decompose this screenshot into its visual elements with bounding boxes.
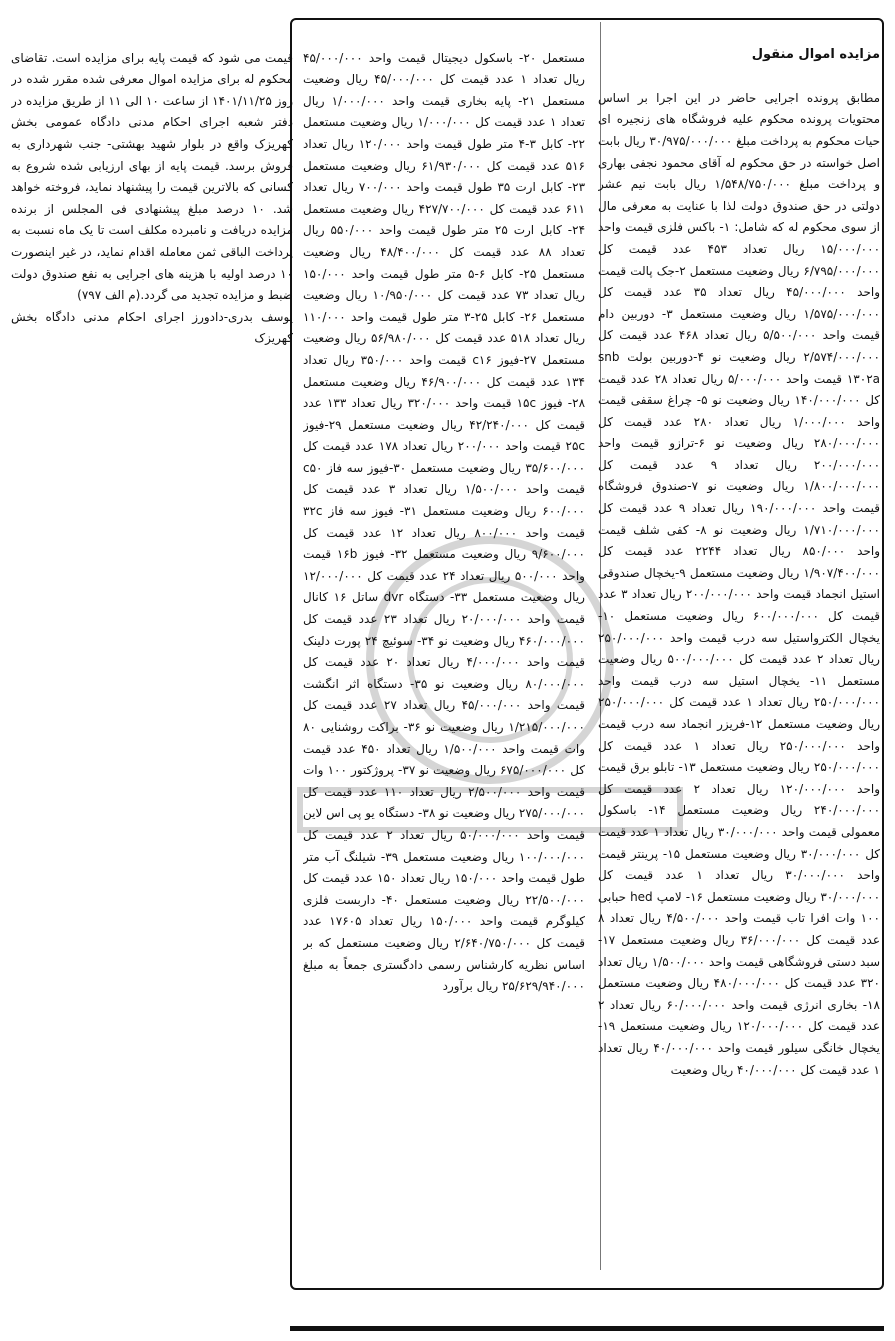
notice-body-right: مطابق پرونده اجرایی حاضر در این اجرا بر اساس محتویات پرونده محکوم علیه فروشگاه های زنجیره ای حیات محکوم به پرداخت مبلغ ۳۰/۹۷۵/۰۰۰/۰۰۰ ریال بابت اصل خواسته در حق محکوم له آقای محمود نجفی بهاری و پرداخت مبلغ ۱/۵۴۸/۷۵۰/۰۰۰ ریال بابت نیم عشر دولتی در حق صندوق دولت لذا با عنایت به معرفی مال از سوی محکوم له که شامل: ۱- باکس فلزی قیمت واحد ۱۵/۰۰۰/۰۰۰ ریال تعداد ۴۵۳ عدد قیمت کل ۶/۷۹۵/۰۰۰/۰۰۰ ریال وضعیت مستعمل ۲-جک پالت قیمت واحد ۴۵/۰۰۰/۰۰۰ ریال تعداد ۳۵ عدد قیمت کل ۱/۵۷۵/۰۰۰/۰۰۰ ریال وضعیت مستعمل ۳- دوربین دام قیمت واحد ۵/۵۰۰/۰۰۰ ریال تعداد ۴۶۸ عدد قیمت کل ۲/۵۷۴/۰۰۰/۰۰۰ ریال وضعیت نو ۴-دوربین بولت snb ۱۳۰۲a قیمت واحد ۵/۰۰۰/۰۰۰ ریال تعداد ۲۸ عدد قیمت کل ۱۴۰/۰۰۰/۰۰۰ ریال وضعیت نو ۵- چراغ سقفی قیمت واحد ۱/۰۰۰/۰۰۰ ریال تعداد ۲۸۰ عدد قیمت کل ۲۸۰/۰۰۰/۰۰۰ ریال وضعیت نو ۶-ترازو قیمت واحد ۲۰۰/۰۰۰/۰۰۰ ریال تعداد ۹ عدد قیمت کل ۱/۸۰۰/۰۰۰/۰۰۰ ریال وضعیت نو ۷-صندوق فروشگاه قیمت واحد ۱۹۰/۰۰۰/۰۰۰ ریال تعداد ۹ عدد قیمت کل ۱/۷۱۰/۰۰۰/۰۰۰ ریال وضعیت نو ۸- کفی شلف قیمت واحد ۸۵۰/۰۰۰ ریال تعداد ۲۲۴۴ عدد قیمت کل ۱/۹۰۷/۴۰۰/۰۰۰ ریال وضعیت مستعمل ۹-یخچال صندوقی استیل انجماد قیمت واحد ۲۰۰/۰۰۰/۰۰۰ ریال تعداد ۳ عدد قیمت کل ۶۰۰/۰۰۰/۰۰۰ ریال وضعیت مستعمل ۱۰- یخچال الکترواستیل سه درب قیمت واحد ۲۵۰/۰۰۰/۰۰۰ ریال تعداد ۲ عدد قیمت کل ۵۰۰/۰۰۰/۰۰۰ ریال وضعیت مستعمل ۱۱- یخچال استیل سه درب قیمت واحد ۲۵۰/۰۰۰/۰۰۰ ریال تعداد ۱ عدد قیمت کل ۲۵۰/۰۰۰/۰۰۰ ریال وضعیت مستعمل ۱۲-فریزر انجماد سه درب قیمت واحد ۲۵۰/۰۰۰/۰۰۰ ریال تعداد ۱ عدد قیمت کل ۲۵۰/۰۰۰/۰۰۰ ریال وضعیت مستعمل ۱۳- تابلو برق قیمت واحد ۱۲۰/۰۰۰/۰۰۰ ریال تعداد ۲ عدد قیمت کل ۲۴۰/۰۰۰/۰۰۰ ریال وضعیت مستعمل ۱۴- باسکول معمولی قیمت واحد ۳۰/۰۰۰/۰۰۰ ریال تعداد ۱ عدد قیمت کل ۳۰/۰۰۰/۰۰۰ ریال وضعیت مستعمل ۱۵- پرینتر قیمت واحد ۳۰/۰۰۰/۰۰۰ ریال تعداد ۱ عدد قیمت کل ۳۰/۰۰۰/۰۰۰ ریال وضعیت مستعمل ۱۶- لامپ hed حبابی ۱۰۰ وات افرا تاب قیمت واحد ۴/۵۰۰/۰۰۰ ریال تعداد ۸ عدد قیمت کل ۳۶/۰۰۰/۰۰۰ ریال وضعیت مستعمل ۱۷- سبد دستی فروشگاهی قیمت واحد ۱/۵۰۰/۰۰۰ ریال تعداد ۳۲۰ عدد قیمت کل ۴۸۰/۰۰۰/۰۰۰ ریال وضعیت مستعمل ۱۸- بخاری انرژی قیمت واحد ۶۰/۰۰۰/۰۰۰ ریال تعداد ۲ عدد قیمت کل ۱۲۰/۰۰۰/۰۰۰ ریال وضعیت مستعمل ۱۹- یخچال خانگی سیلور قیمت واحد ۴۰/۰۰۰/۰۰۰ ریال تعداد ۱ عدد قیمت کل ۴۰/۰۰۰/۰۰۰ ریال وضعیت — [598, 90, 880, 1077]
notice-column-left — [11, 26, 293, 386]
notice-body-left: قیمت می شود که قیمت پایه برای مزایده است. تقاضای محکوم له برای مزایده اموال معرفی شده مقرر شده در روز ۱۴۰۱/۱۱/۲۵ از ساعت ۱۰ الی ۱۱ از طریق مزایده در دفتر شعبه اجرای احکام مدنی دادگاه عمومی بخش کهریزک واقع در بلوار شهید بهشتی- جنب شهرداری به فروش برسد. قیمت پایه از بهای ارزیابی شده شروع به کسانی که بالاترین قیمت را پیشنهاد نماید، فروخته خواهد شد. ۱۰ درصد مبلغ پیشنهادی فی المجلس از برنده مزایده دریافت و نامبرده مکلف است تا یک ماه نسبت به پرداخت الباقی ثمن معامله اقدام نماید، در غیر اینصورت ۱۰ درصد اولیه با هزینه های اجرایی به نفع صندوق دولت ضبط و مزایده تجدید می گردد.(م الف ۷۹۷) یوسف بدری-دادورز اجرای احکام مدنی دادگاه بخش کهریزک — [11, 50, 293, 346]
notice-title: مزایده اموال منقول — [751, 46, 880, 62]
notice-column-middle — [303, 26, 585, 1280]
notice-body-middle: مستعمل ۲۰- باسکول دیجیتال قیمت واحد ۴۵/۰۰۰/۰۰۰ ریال تعداد ۱ عدد قیمت کل ۴۵/۰۰۰/۰۰۰ ریال وضعیت مستعمل ۲۱- پایه بخاری قیمت واحد ۱/۰۰۰/۰۰۰ ریال تعداد ۱ عدد قیمت کل ۱/۰۰۰/۰۰۰ ریال وضعیت مستعمل ۲۲- کابل ۳-۴ متر طول قیمت واحد ۱۲۰/۰۰۰ ریال تعداد ۵۱۶ عدد قیمت کل ۶۱/۹۳۰/۰۰۰ ریال وضعیت مستعمل ۲۳- کابل ارت ۳۵ طول قیمت واحد ۷۰۰/۰۰۰ ریال تعداد ۶۱۱ عدد قیمت کل ۴۲۷/۷۰۰/۰۰۰ ریال وضعیت مستعمل ۲۴- کابل ارت ۲۵ متر طول قیمت واحد ۵۵۰/۰۰۰ ریال تعداد ۸۸ عدد قیمت کل ۴۸/۴۰۰/۰۰۰ ریال وضعیت مستعمل ۲۵- کابل ۶-۵ متر طول قیمت واحد ۱۵۰/۰۰۰ ریال تعداد ۷۳ عدد قیمت کل ۱۰/۹۵۰/۰۰۰ ریال وضعیت مستعمل ۲۶- کابل ۲۵-۳ متر طول قیمت واحد ۱۱۰/۰۰۰ ریال تعداد ۵۱۸ عدد قیمت کل ۵۶/۹۸۰/۰۰۰ ریال وضعیت مستعمل ۲۷-فیوز c۱۶ قیمت واحد ۳۵۰/۰۰۰ ریال تعداد ۱۳۴ عدد قیمت کل ۴۶/۹۰۰/۰۰۰ ریال وضعیت مستعمل ۲۸- فیوز ۱۵c قیمت واحد ۳۲۰/۰۰۰ ریال تعداد ۱۳۳ عدد قیمت کل ۴۲/۲۴۰/۰۰۰ ریال وضعیت مستعمل ۲۹-فیوز ۲۵c قیمت واحد ۲۰۰/۰۰۰ ریال تعداد ۱۷۸ عدد قیمت کل ۳۵/۶۰۰/۰۰۰ ریال وضعیت مستعمل ۳۰-فیوز سه فاز c۵۰ قیمت واحد ۱/۵۰۰/۰۰۰ ریال تعداد ۳ عدد قیمت کل ۶۰۰/۰۰۰ ریال وضعیت مستعمل ۳۱- فیوز سه فاز ۳۲c قیمت واحد ۸۰۰/۰۰۰ ریال تعداد ۱۲ عدد قیمت کل ۹/۶۰۰/۰۰۰ ریال وضعیت مستعمل ۳۲- فیوز ۱۶b قیمت واحد ۵۰۰/۰۰۰ ریال تعداد ۲۴ عدد قیمت کل ۱۲/۰۰۰/۰۰۰ ریال وضعیت مستعمل ۳۳- دستگاه dvr ساتل ۱۶ کانال قیمت واحد ۲۰/۰۰۰/۰۰۰ ریال تعداد ۲۳ عدد قیمت کل ۴۶۰/۰۰۰/۰۰۰ ریال وضعیت نو ۳۴- سوئیچ ۲۴ پورت دلینک قیمت واحد ۴/۰۰۰/۰۰۰ ریال تعداد ۲۰ عدد قیمت کل ۸۰/۰۰۰/۰۰۰ ریال وضعیت نو ۳۵- دستگاه اثر انگشت قیمت واحد ۴۵/۰۰۰/۰۰۰ ریال تعداد ۲۷ عدد قیمت کل ۱/۲۱۵/۰۰۰/۰۰۰ ریال وضعیت نو ۳۶- براکت روشنایی ۸۰ وات قیمت واحد ۱/۵۰۰/۰۰۰ ریال تعداد ۴۵۰ عدد قیمت کل ۶۷۵/۰۰۰/۰۰۰ ریال وضعیت نو ۳۷- پروژکتور ۱۰۰ وات قیمت واحد ۲/۵۰۰/۰۰۰ ریال تعداد ۱۱۰ عدد قیمت کل ۲۷۵/۰۰۰/۰۰۰ ریال وضعیت نو ۳۸- دستگاه یو پی اس لاین قیمت واحد ۵۰/۰۰۰/۰۰۰ ریال تعداد ۲ عدد قیمت کل ۱۰۰/۰۰۰/۰۰۰ ریال وضعیت مستعمل ۳۹- شیلنگ آب متر طول قیمت واحد ۱۵۰/۰۰۰ ریال تعداد ۱۵۰ عدد قیمت کل ۲۲/۵۰۰/۰۰۰ ریال وضعیت مستعمل ۴۰- داربست فلزی کیلوگرم قیمت واحد ۱۵۰/۰۰۰ ریال تعداد ۱۷۶۰۵ عدد قیمت کل ۲/۶۴۰/۷۵۰/۰۰۰ ریال وضعیت مستعمل که بر اساس نظریه کارشناس رسمی دادگستری جمعاً به مبلغ ۲۵/۶۲۹/۹۴۰/۰۰۰ ریال برآورد — [303, 50, 585, 994]
bottom-rule — [290, 1326, 884, 1331]
notice-column-right — [598, 22, 880, 1276]
